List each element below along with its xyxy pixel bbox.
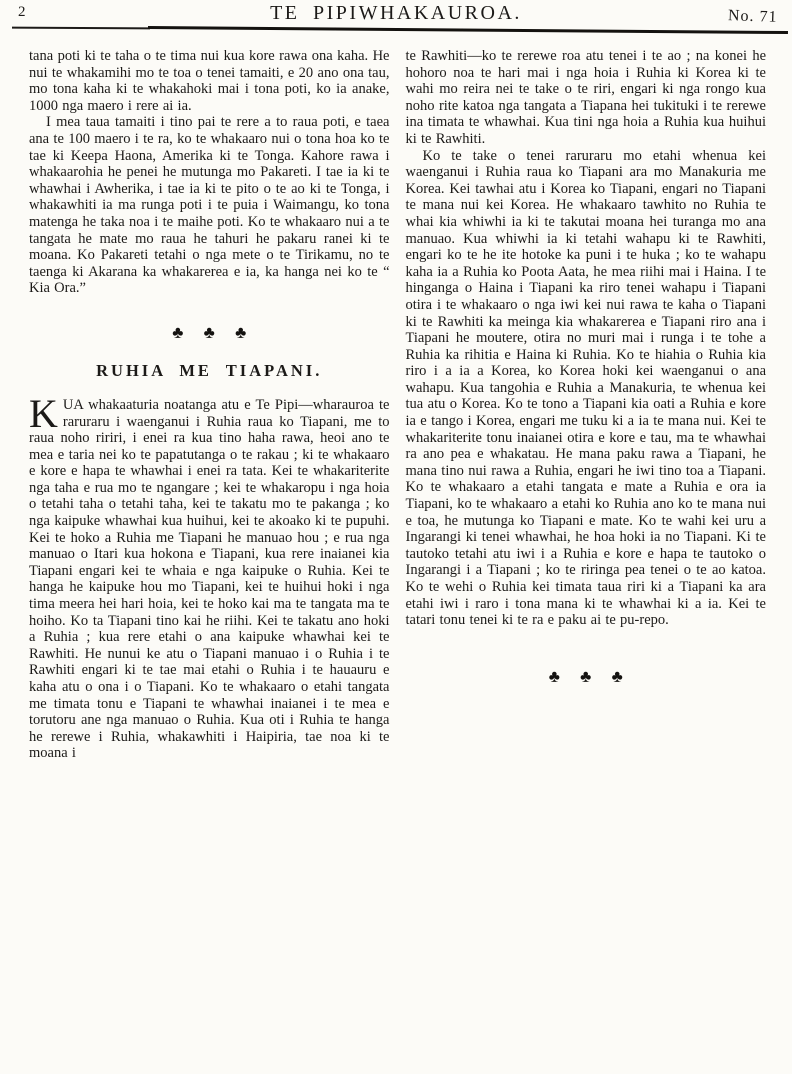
right-column [406, 48, 767, 1070]
masthead-title: TE PIPIWHAKAUROA. [270, 2, 522, 24]
page-number: 2 [18, 4, 26, 20]
article-opening-text: UA whakaaturia noatanga atu e Te Pipi—wharauroa te raruraru i waenganui i Ruhia raua ko Tiapani, me to raua noho ririri, i enei ra kua tino haha rawa, heoi ano te mea e taria nei ko te papatutanga o te rakau ; ki te whakaaro e kore e hapa te whawhai i enei ra tata. Kei te whakariterite nga taha e rua mo te ngangare ; kei te whakaropu i nga hoia o tetahi taha o tetahi taha, kei te takatu mo te pakanga ; ko nga kaipuke whawhai kua huihui, kei te akoako ki te pupuhi. Kei te hoko a Ruhia me Tiapani he manuao hou ; e rua nga manuao o Itari kua hokona e Tiapani, kua rere inaianei kia Tiapani engari kei te whaia e nga kaipuke o Ruhia. Kei te hanga he kaipuke hou mo Tiapani, kei te huihui hoki i nga tima meera hei hari hoia, kei te hoko kai ma te tangata ma te hoiho. Ko ta Tiapani tino kai he riihi. Kei te takatu ano hoki a Ruhia ; kua rere etahi o ana kaipuke whawhai kei te Rawhiti. He nunui ke atu o Tiapani manuao i o Ruhia i te Rawhiti engari ki te tae mai etahi o Ruhia i te hauauru e kaha atu o ona i o Tiapani. Ko te whakaaro o etahi tangata me timata tonu e Tiapani te whawhai inaianei i te mea e torutoru ane nga manuao o Ruhia. Kua oti i Ruhia te hanga he rerewe i Ruhia, whakawhiti i Haipiria, tae noa ki te moana i [29, 396, 390, 762]
issue-number: No. 71 [728, 7, 779, 26]
left-column [29, 48, 390, 1070]
clubs-ornament: ♣ ♣ ♣ [172, 322, 247, 342]
header-rule-left-segment [12, 27, 150, 30]
article-heading: RUHIA ME TIAPANI. [96, 360, 323, 380]
page-header [0, 0, 792, 40]
article-opening-paragraph [29, 390, 390, 762]
paragraph-continuation: tana poti ki te taha o te tima nui kua kore rawa ona kaha. He nui te whakamihi mo te toa o tenei tamaiti, e 20 ano ona tau, mo tona kaha ki te whakahoki mai i tona poti, ko ia anake, 1000 nga maero i rere ai ia. [29, 48, 390, 114]
clubs-ornament: ♣ ♣ ♣ [548, 666, 623, 686]
paragraph: I mea taua tamaiti i tino pai te rere a to raua poti, e taea ana te 100 maero i te ra, ko te whakaaro nui o tona hoa ko te tae ki Keepa Haona, Amerika ki te Tonga. Kahore rawa i whakaarohia he penei he mutunga mo Pakareti. I tae ia ki te whawhai i Awherika, i tae ia ki te pito o te ao ki te Tonga, i whakawhiti ia ma runga poti i te puia i Waimangu, ko tona matenga he taka noa i te maihe poti. Ko te whakaaro nui a te tangata he mate mo raua he tahuri he pakaru ranei ki te moana. Ko Pakareti tetahi o nga mete o te Tirikamu, no te taenga ki Akarana ka whakarerea e ia, ka hanga nei ko te “ Kia Ora.” [29, 114, 390, 297]
drop-cap: K [29, 390, 58, 436]
header-rule [148, 26, 788, 34]
two-column-body [0, 40, 792, 1070]
paragraph: Ko te take o tenei raruraru mo etahi whenua kei waenganui i Ruhia raua ko Tiapani ara mo Manakuria me Korea. Kei tawhai atu i Korea ko Tiapani, engari no Tiapani te mana nui kei Korea. He whakaaro tawhito no Ruhia te whai kia whiwhi ia ki te takutai moana hei turanga mo ana manuao. Kua whiwhi ia ki tetahi wahapu ki te Rawhiti, engari ko te he ite hotoke ka puni i te huka ; ko te wahapu kaha ia a Ruhia ko Poota Aata, he mea riihi mai i Haina. I te hinganga o Haina i Tiapani ka riro tenei wahapu i Tiapani otira i te whakaaro o nga iwi kei nui rawa te kaha o Tiapani ki te Rawhiti ka meinga kia whakarerea e Tiapani riro ana i Tiapani he moutere, otira no muri mai i runga i te tohe a Ruhia ka rihitia e Haina ki Ruhia. Ko te hiahia o Ruhia kia riro i a ia a Korea, ko Korea hoki kei waenganui o ana wahapu. Kua tangohia e Ruhia a Manakuria, te whenua kei tua atu o Korea. Ko te tono a Tiapani kia oati a Ruhia e kore ia e tango i Korea, engari me tuku ki a ia te mana nui. Kei te whakariterite tonu inaianei otira e kore e tau, ma te whawhai ra ano pea e whakatau. He mana paku rawa a Tiapani, he mana tino nui rawa a Ruhia, engari he iwi tino toa a Tiapani. Ko te whakaaro a etahi tangata e mate a Ruhia e ora ia Tiapani, ko te whakaaro a etahi ko Ruhia ano ko te mana nui e toa, he mutunga ko Tiapani e mate. Ko te wahi kei uru a Ingarangi ki tenei whawhai, he hoa hoki ia no Tiapani. Ki te tautoko tetahi atu iwi i a Ruhia e kore e hapa te tautoko o Ingarangi i a Tiapani ; ko te riringa pea tenei o te ao katoa. Ko te wehi o Ruhia kei timata taua riri ki a Tiapani ka ara etahi iwi i raro i tona mana ki te whawhai ki a ia. Kei te tatari tonu tenei ki te ra e paku ai te pu-repo. [405, 147, 766, 629]
paragraph-continuation: te Rawhiti—ko te rerewe roa atu tenei i te ao ; na konei he hohoro noa te hari mai i nga hoia i Ruhia ki Korea ki te wahi mo reira nei te take o te riri, engari ki nga rongo kua noho rite katoa nga tangata a Tiapana hei tukituki i te rerewe ina timata te whawhai. Kua tini nga hoia a Ruhia kua huihui ki te Rawhiti. [405, 48, 766, 147]
